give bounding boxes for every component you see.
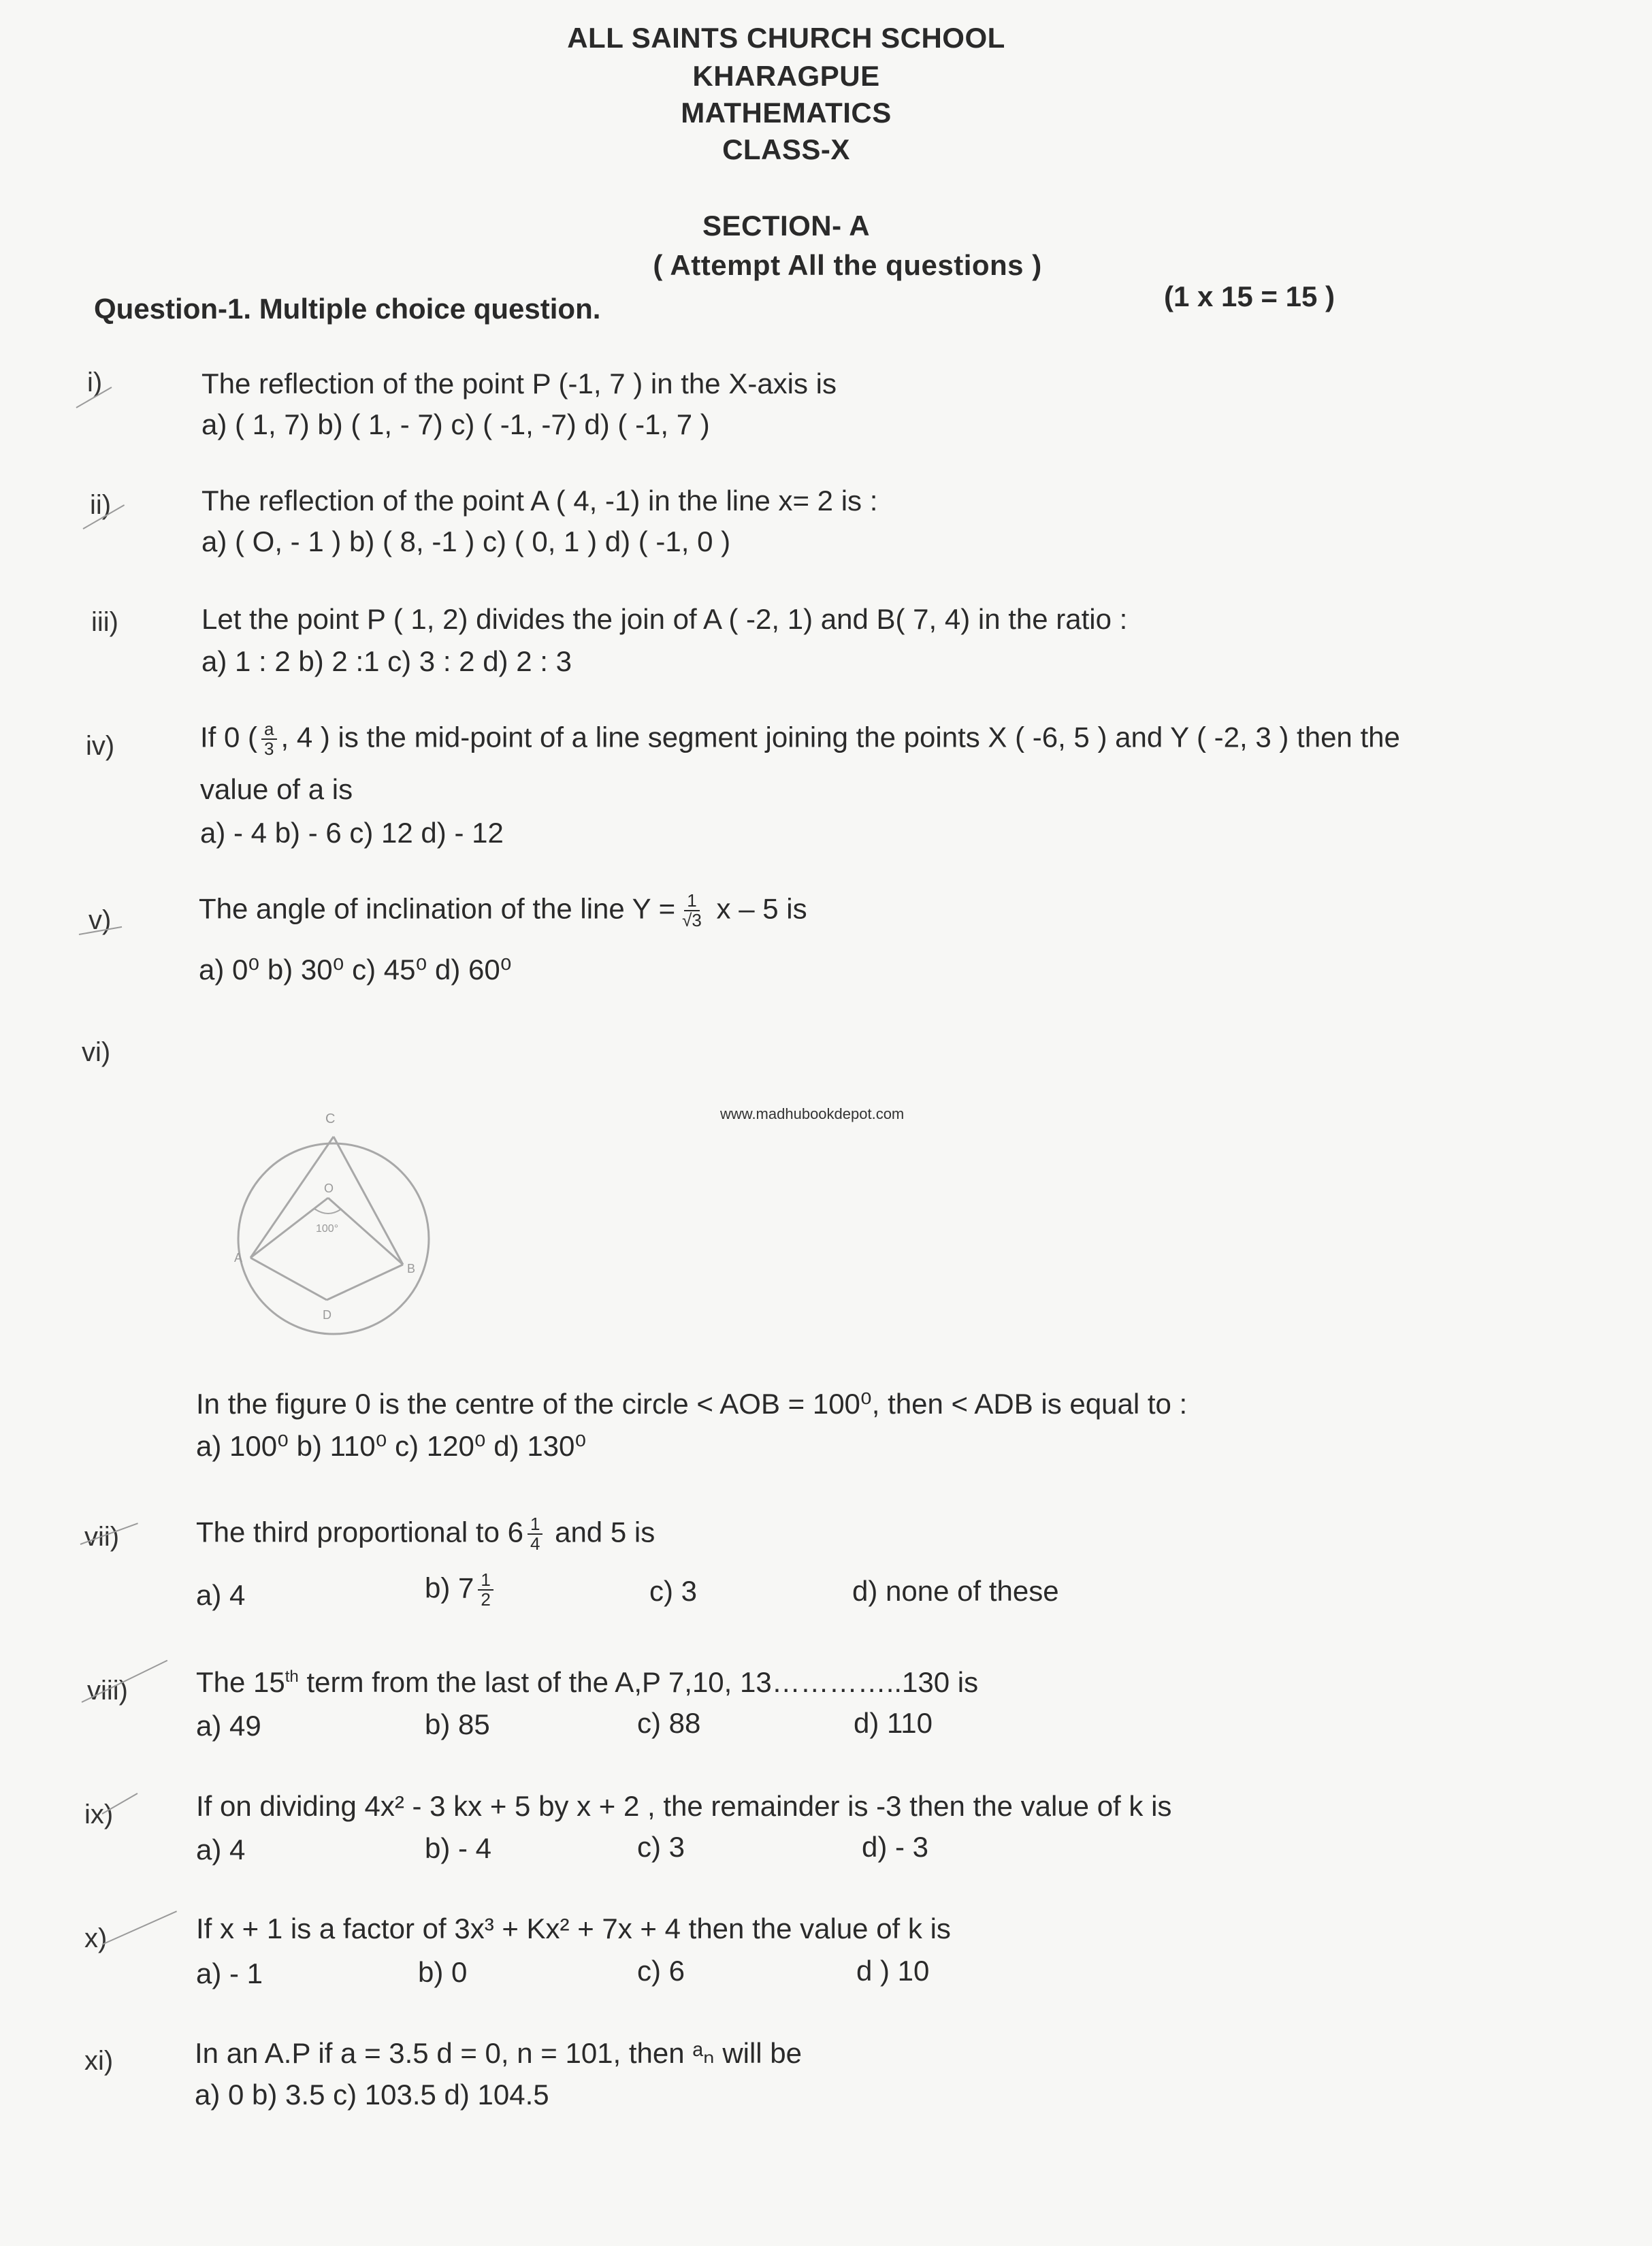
question-options: a) 0 b) 3.5 c) 103.5 d) 104.5 — [195, 2079, 549, 2111]
option-c: c) 88 — [637, 1707, 701, 1739]
chord-bd — [327, 1265, 403, 1300]
question-number: i) — [87, 368, 103, 397]
question-text: The reflection of the point A ( 4, -1) in the line x= 2 is : — [201, 485, 878, 517]
question-options: a) 100⁰ b) 110⁰ c) 120⁰ d) 130⁰ — [196, 1430, 587, 1462]
question-number: x) — [84, 1923, 108, 1953]
option-a: a) 4 — [196, 1579, 246, 1611]
question-text-end: , 4 ) is the mid-point of a line segment joining the points X ( -6, 5 ) and Y ( -2, 3 ) then the — [280, 721, 1400, 753]
class-title: CLASS-X — [722, 133, 850, 165]
question-options: a) ( 1, 7) b) ( 1, - 7) c) ( -1, -7) d) ( -1, 7 ) — [201, 408, 710, 440]
label-angle: 100° — [316, 1223, 339, 1235]
question-text-end: and 5 is — [547, 1516, 655, 1548]
question-text-start: If 0 ( — [200, 721, 258, 753]
option-b: b) 0 — [418, 1956, 468, 1988]
question-text — [200, 720, 1400, 759]
section-title: SECTION- A — [702, 210, 871, 242]
school-name: ALL SAINTS CHURCH SCHOOL — [567, 22, 1005, 54]
option-c: c) 3 — [649, 1575, 698, 1607]
question-text: The reflection of the point P (-1, 7 ) in the X-axis is — [201, 368, 837, 400]
chord-ca — [250, 1137, 334, 1258]
chord-cb — [334, 1137, 403, 1265]
circle-outline — [238, 1143, 429, 1334]
question-number: v) — [88, 905, 112, 935]
option-a: a) 4 — [196, 1834, 246, 1866]
label-b: B — [407, 1262, 416, 1275]
question-text-start: The angle of inclination of the line Y = — [199, 892, 676, 925]
fraction: $\frac{a}{3}$ — [261, 720, 276, 759]
question-text: If x + 1 is a factor of 3x³ + Kx² + 7x + 4 then the value of k is — [196, 1913, 951, 1944]
label-d: D — [323, 1308, 331, 1322]
question-number: ii) — [90, 490, 112, 520]
label-c: C — [325, 1111, 336, 1126]
question-text — [196, 1515, 655, 1554]
question-options: a) 1 : 2 b) 2 :1 c) 3 : 2 d) 2 : 3 — [201, 645, 572, 677]
question-text: In an A.P if a = 3.5 d = 0, n = 101, then ᵃₙ will be — [195, 2037, 803, 2069]
fraction: $\frac{1}{4}$ — [528, 1515, 542, 1554]
check-mark — [102, 1910, 177, 1945]
option-c: c) 3 — [637, 1831, 685, 1863]
question-number: vii) — [84, 1522, 120, 1552]
angle-arc — [314, 1209, 342, 1214]
question-text-line2: value of a is — [200, 773, 353, 805]
option-a: a) - 1 — [196, 1957, 263, 1989]
question-text-start: The third proportional to 6 — [196, 1516, 523, 1548]
fraction: $\frac{1}{2}$ — [478, 1571, 493, 1610]
circle-figure — [225, 1096, 442, 1341]
question-options: a) 0⁰ b) 30⁰ c) 45⁰ d) 60⁰ — [199, 954, 512, 986]
option-d: d) 110 — [854, 1707, 933, 1739]
question-text-end: x – 5 is — [708, 892, 807, 925]
fraction: $\frac{1}{√3}$ — [682, 890, 702, 931]
question-number: iv) — [86, 731, 115, 761]
label-a: A — [234, 1251, 243, 1265]
option-d: d ) 10 — [856, 1955, 930, 1987]
question-number: xi) — [84, 2046, 114, 2076]
question-number: iii) — [91, 607, 118, 637]
question-number: viii) — [87, 1676, 128, 1706]
marks-allocation: (1 x 15 = 15 ) — [1164, 280, 1335, 312]
question-options: a) ( O, - 1 ) b) ( 8, -1 ) c) ( 0, 1 ) d) ( -1, 0 ) — [201, 525, 731, 557]
option-d: d) none of these — [852, 1575, 1059, 1607]
question-number: ix) — [84, 1800, 114, 1829]
option-b: b) - 4 — [425, 1832, 492, 1864]
question-number: vi) — [82, 1037, 111, 1067]
option-b: b) 7 $\frac{1}{2}$ — [425, 1571, 498, 1610]
radius-ob — [328, 1198, 403, 1265]
label-o: O — [324, 1182, 334, 1195]
question-text — [199, 892, 807, 930]
subject-title: MATHEMATICS — [681, 97, 892, 129]
school-city: KHARAGPUE — [692, 60, 880, 92]
question-text: In the figure 0 is the centre of the circle < AOB = 100⁰, then < ADB is equal to : — [196, 1388, 1188, 1420]
option-d: d) - 3 — [862, 1831, 929, 1863]
question-title: Question-1. Multiple choice question. — [94, 293, 601, 325]
question-text: If on dividing 4x² - 3 kx + 5 by x + 2 , the remainder is -3 then the value of k is — [196, 1790, 1172, 1822]
instruction-text: ( Attempt All the questions ) — [653, 249, 1042, 281]
option-b: b) 85 — [425, 1708, 490, 1740]
watermark-url: www.madhubookdepot.com — [720, 1105, 905, 1122]
question-options: a) - 4 b) - 6 c) 12 d) - 12 — [200, 817, 504, 849]
question-text: Let the point P ( 1, 2) divides the join of A ( -2, 1) and B( 7, 4) in the ratio : — [201, 603, 1128, 635]
option-c: c) 6 — [637, 1955, 685, 1987]
question-text: The 15th term from the last of the A,P 7,10, 13…………..130 is — [196, 1666, 979, 1698]
option-a: a) 49 — [196, 1710, 261, 1742]
chord-ad — [250, 1258, 327, 1300]
